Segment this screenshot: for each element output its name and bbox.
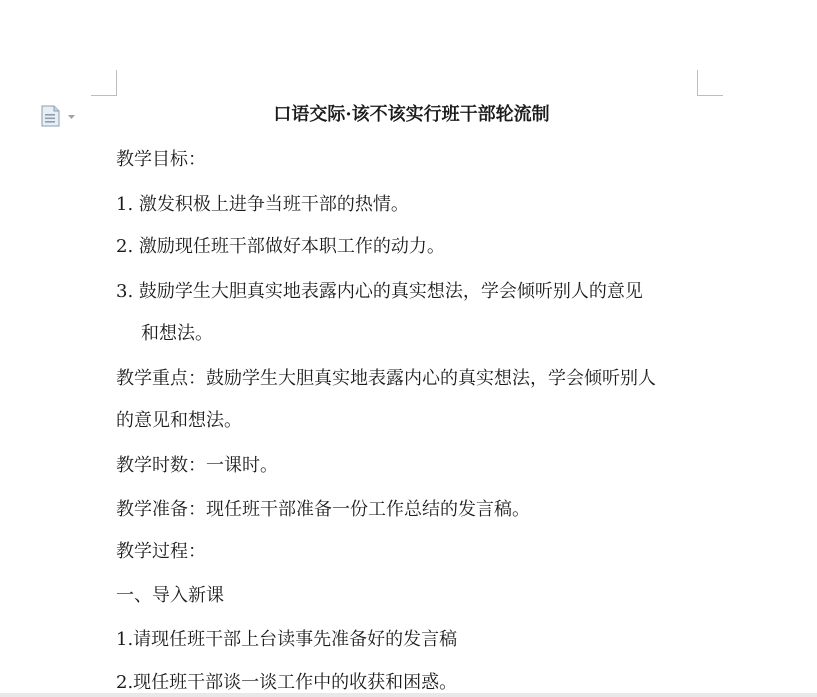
teaching-goals-heading: 教学目标：: [116, 149, 206, 170]
teaching-hours: 教学时数：一课时。: [116, 455, 278, 476]
goal-item-2: 2. 激励现任班干部做好本职工作的动力。: [116, 236, 445, 257]
goal-item-1: 1. 激发积极上进争当班干部的热情。: [116, 194, 409, 215]
section-heading-intro: 一、导入新课: [116, 585, 224, 606]
margin-corner-top-right: [697, 70, 723, 96]
process-step-1: 1.请现任班干部上台读事先准备好的发言稿: [116, 629, 458, 650]
goal-item-3: 3. 鼓励学生大胆真实地表露内心的真实想法，学会倾听别人的意见: [116, 281, 643, 302]
bottom-scroll-edge: [0, 693, 817, 697]
teaching-focus-continued: 的意见和想法。: [116, 410, 242, 431]
teaching-focus: 教学重点：鼓励学生大胆真实地表露内心的真实想法，学会倾听别人: [116, 368, 656, 389]
teaching-process-heading: 教学过程：: [116, 541, 206, 562]
document-title: 口语交际·该不该实行班干部轮流制: [273, 104, 550, 125]
goal-item-3-continued: 和想法。: [141, 323, 213, 344]
margin-corner-top-left: [91, 70, 117, 96]
process-step-2: 2.现任班干部谈一谈工作中的收获和困惑。: [116, 672, 458, 693]
teaching-preparation: 教学准备：现任班干部准备一份工作总结的发言稿。: [116, 499, 530, 520]
